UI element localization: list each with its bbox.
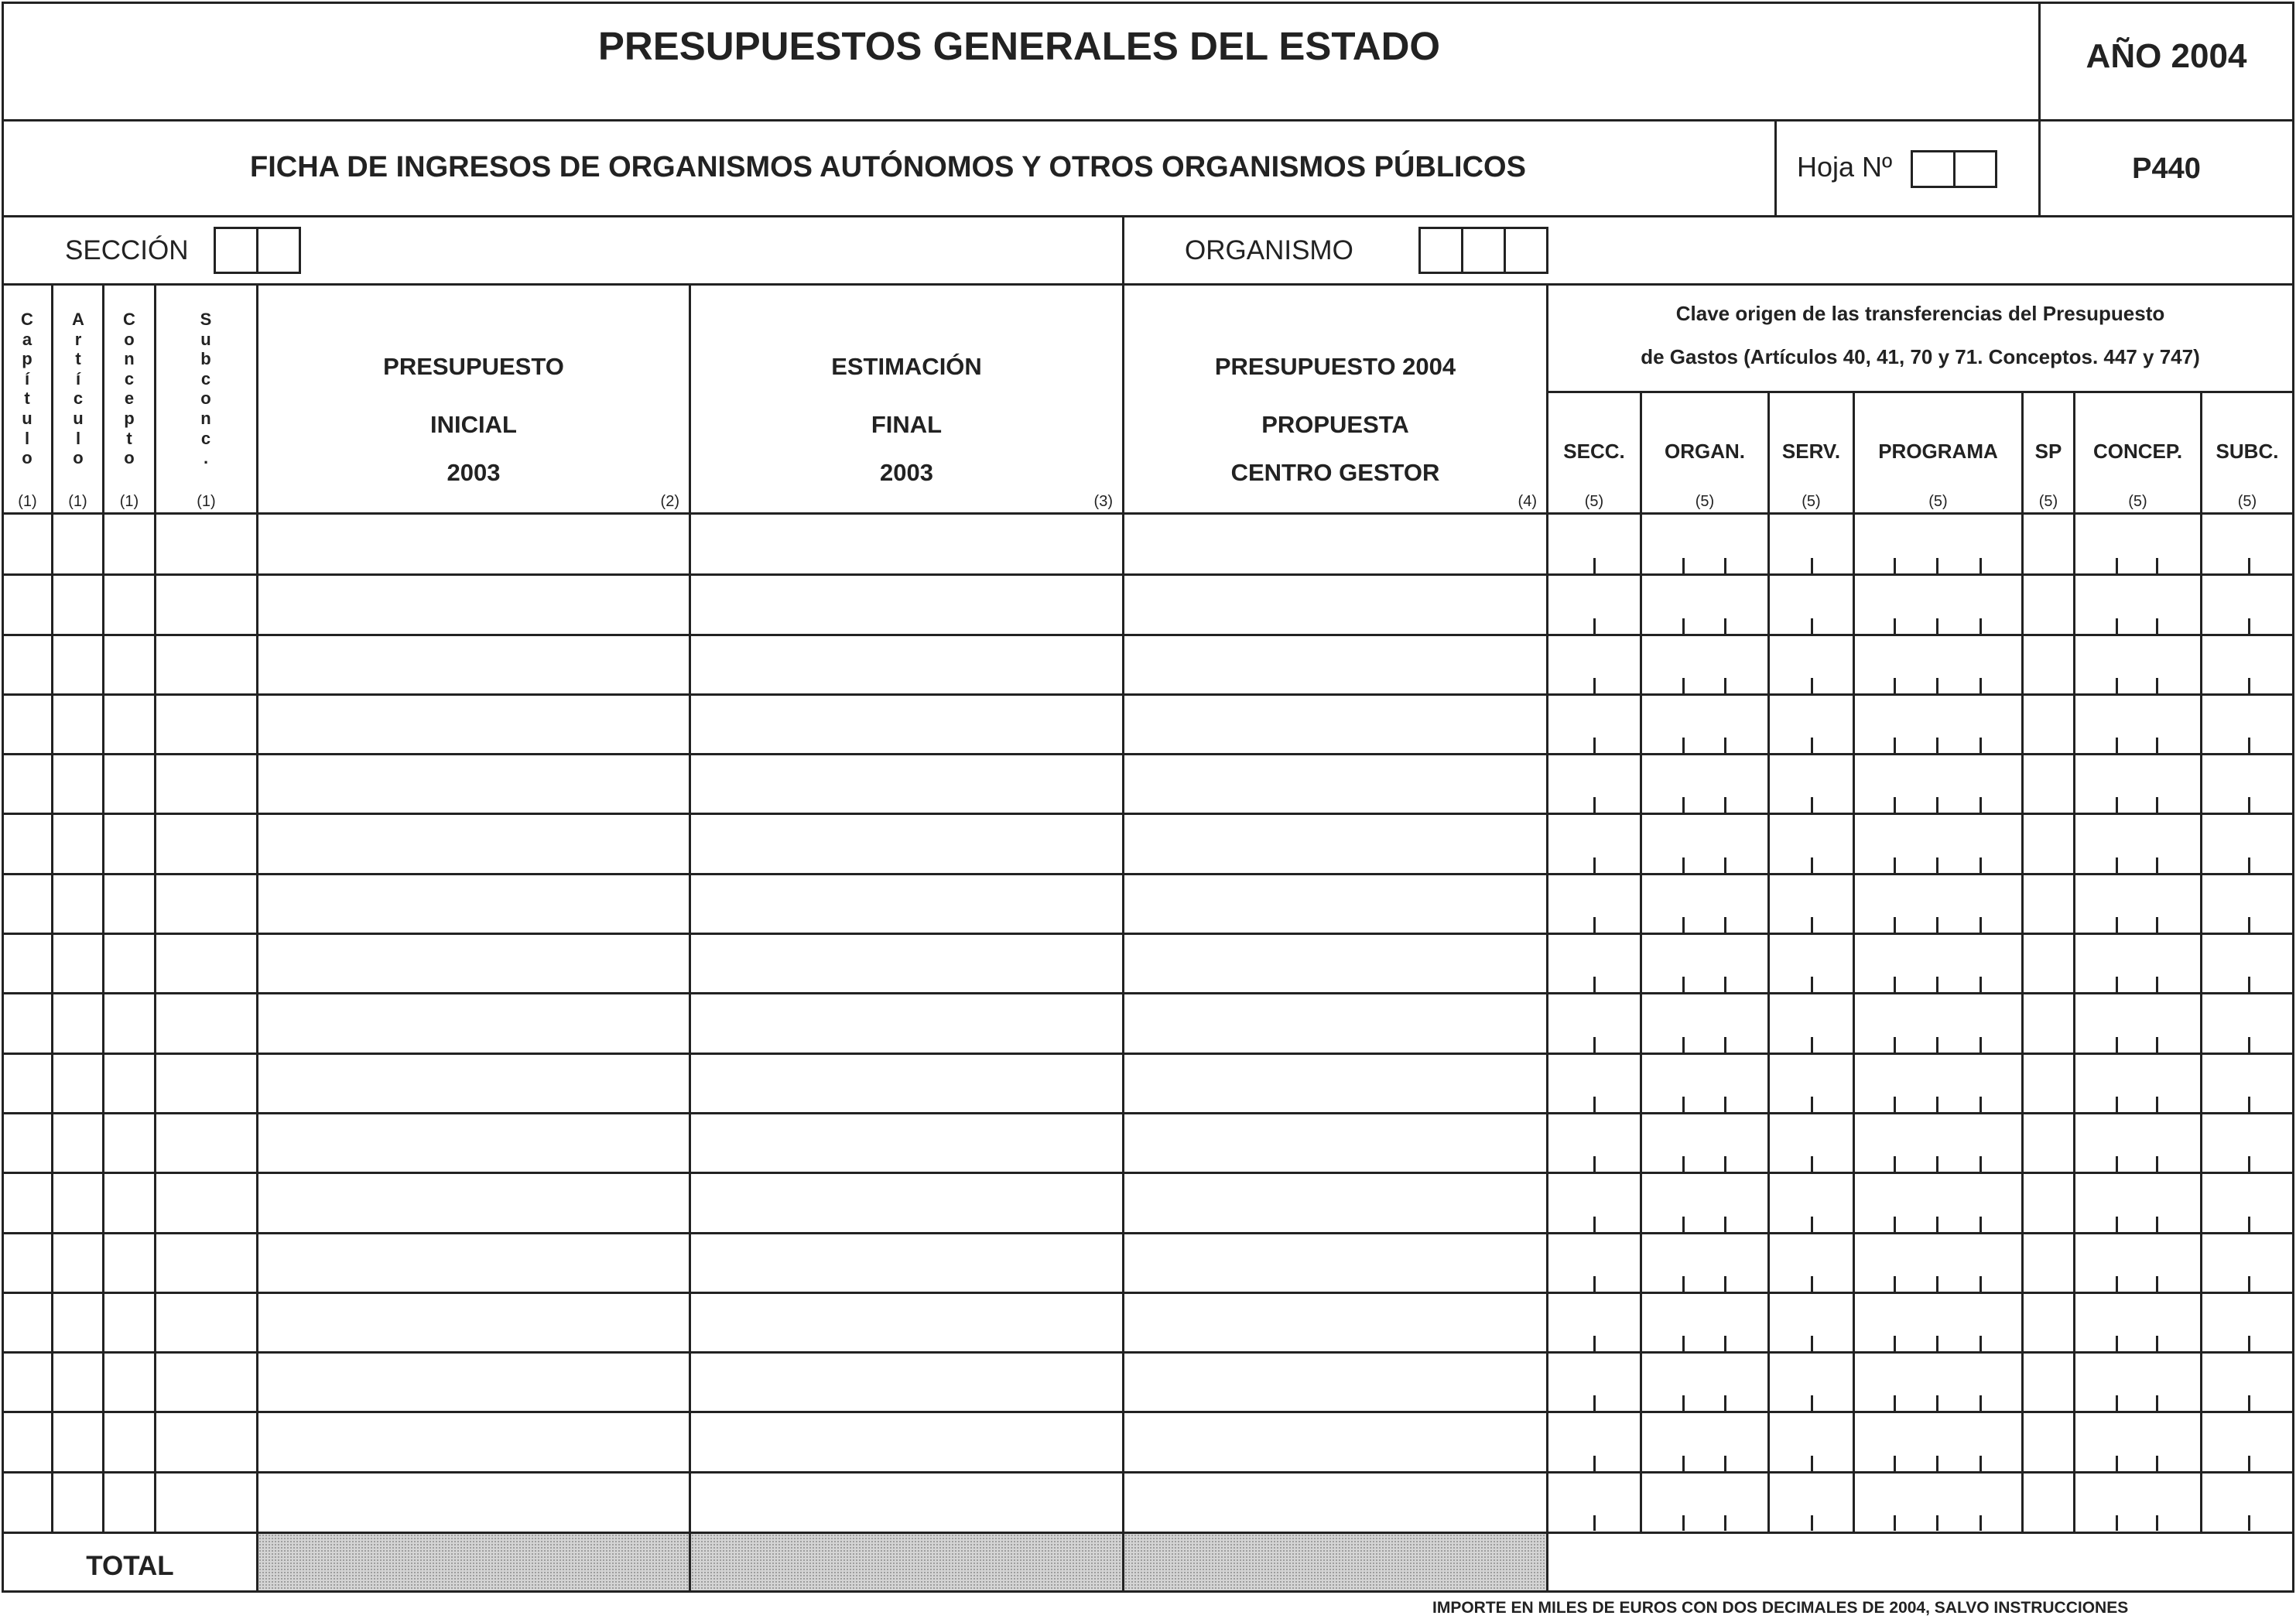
digit-separator-tick bbox=[2156, 738, 2158, 753]
digit-separator-tick bbox=[1811, 797, 1813, 813]
digit-separator-tick bbox=[1724, 1515, 1726, 1531]
header-estimacion-line3: 2003 bbox=[880, 459, 933, 486]
footer-note: IMPORTE EN MILES DE EUROS CON DOS DECIMALES DE 2004, SALVO INSTRUCCIONES bbox=[1432, 1599, 2129, 1617]
digit-separator-tick bbox=[1724, 618, 1726, 634]
form-title: PRESUPUESTOS GENERALES DEL ESTADO bbox=[597, 24, 1441, 68]
digit-separator-tick bbox=[1593, 797, 1596, 813]
digit-separator-tick bbox=[2156, 1456, 2158, 1471]
digit-separator-tick bbox=[2248, 917, 2250, 933]
digit-separator-tick bbox=[1811, 1037, 1813, 1053]
digit-separator-tick bbox=[1724, 1276, 1726, 1292]
digit-separator-tick bbox=[2156, 1097, 2158, 1112]
sheet-number-box-divider bbox=[1953, 150, 1956, 188]
digit-separator-tick bbox=[2156, 1395, 2158, 1411]
digit-separator-tick bbox=[1593, 738, 1596, 753]
digit-separator-tick bbox=[1979, 738, 1982, 753]
digit-separator-tick bbox=[1894, 1456, 1896, 1471]
digit-separator-tick bbox=[1811, 1156, 1813, 1172]
total-shade-estimacion bbox=[691, 1534, 1122, 1590]
digit-separator-tick bbox=[1811, 1395, 1813, 1411]
digit-separator-tick bbox=[2116, 678, 2118, 693]
digit-separator-tick bbox=[1894, 1217, 1896, 1232]
header-propuesta-line3: CENTRO GESTOR bbox=[1230, 459, 1440, 486]
note-concep: (5) bbox=[2128, 493, 2147, 510]
note-capitulo: (1) bbox=[18, 493, 37, 510]
digit-separator-tick bbox=[1593, 1336, 1596, 1351]
digit-separator-tick bbox=[1724, 1456, 1726, 1471]
digit-separator-tick bbox=[1682, 857, 1685, 873]
digit-separator-tick bbox=[1936, 977, 1938, 992]
header-programa: PROGRAMA bbox=[1878, 440, 1998, 463]
digit-separator-tick bbox=[1979, 1217, 1982, 1232]
digit-separator-tick bbox=[1979, 558, 1982, 573]
total-shade-inicial bbox=[258, 1534, 689, 1590]
digit-separator-tick bbox=[2156, 558, 2158, 573]
digit-separator-tick bbox=[1724, 1336, 1726, 1351]
digit-separator-tick bbox=[2116, 738, 2118, 753]
digit-separator-tick bbox=[1811, 977, 1813, 992]
digit-separator-tick bbox=[1936, 1037, 1938, 1053]
table-row[interactable] bbox=[4, 1292, 2292, 1352]
table-row[interactable] bbox=[4, 635, 2292, 694]
digit-separator-tick bbox=[1811, 738, 1813, 753]
digit-separator-tick bbox=[1979, 1515, 1982, 1531]
note-estimacion: (3) bbox=[1093, 493, 1113, 510]
digit-separator-tick bbox=[1682, 1456, 1685, 1471]
digit-separator-tick bbox=[1724, 1395, 1726, 1411]
frame-right bbox=[2292, 2, 2294, 1593]
digit-separator-tick bbox=[1682, 917, 1685, 933]
table-row[interactable] bbox=[4, 1352, 2292, 1412]
digit-separator-tick bbox=[2116, 1515, 2118, 1531]
header-estimacion-line2: FINAL bbox=[871, 411, 943, 438]
digit-separator-tick bbox=[2156, 1515, 2158, 1531]
total-clave-cell bbox=[1548, 1534, 2292, 1590]
digit-separator-tick bbox=[2156, 977, 2158, 992]
digit-separator-tick bbox=[2116, 558, 2118, 573]
note-subc: (5) bbox=[2237, 493, 2257, 510]
digit-separator-tick bbox=[1724, 977, 1726, 992]
digit-separator-tick bbox=[1682, 977, 1685, 992]
frame-top bbox=[2, 2, 2294, 4]
digit-separator-tick bbox=[2156, 1037, 2158, 1053]
digit-separator-tick bbox=[2248, 857, 2250, 873]
divider-sheet bbox=[1774, 119, 1777, 217]
header-inicial-line2: INICIAL bbox=[430, 411, 517, 438]
table-row[interactable] bbox=[4, 1113, 2292, 1172]
digit-separator-tick bbox=[1979, 1336, 1982, 1351]
digit-separator-tick bbox=[1979, 1456, 1982, 1471]
table-row[interactable] bbox=[4, 574, 2292, 634]
digit-separator-tick bbox=[2248, 1395, 2250, 1411]
digit-separator-tick bbox=[1811, 678, 1813, 693]
digit-separator-tick bbox=[1936, 1456, 1938, 1471]
digit-separator-tick bbox=[1936, 1515, 1938, 1531]
digit-separator-tick bbox=[1593, 1515, 1596, 1531]
digit-separator-tick bbox=[2116, 857, 2118, 873]
sheet-label: Hoja Nº bbox=[1797, 151, 1893, 183]
header-clave-line1: Clave origen de las transferencias del Presupuesto bbox=[1675, 302, 2165, 325]
total-label: TOTAL bbox=[86, 1551, 174, 1581]
digit-separator-tick bbox=[2248, 678, 2250, 693]
digit-separator-tick bbox=[1682, 678, 1685, 693]
form-year: AÑO 2004 bbox=[2086, 37, 2247, 75]
digit-separator-tick bbox=[1811, 558, 1813, 573]
digit-separator-tick bbox=[1682, 1276, 1685, 1292]
digit-separator-tick bbox=[1682, 1097, 1685, 1112]
note-secc: (5) bbox=[1584, 493, 1604, 510]
digit-separator-tick bbox=[1593, 1097, 1596, 1112]
digit-separator-tick bbox=[1682, 1515, 1685, 1531]
digit-separator-tick bbox=[2116, 1217, 2118, 1232]
digit-separator-tick bbox=[1811, 1515, 1813, 1531]
note-propuesta: (4) bbox=[1518, 493, 1537, 510]
header-clave-line2: de Gastos (Artículos 40, 41, 70 y 71. Conceptos. 447 y 747) bbox=[1641, 345, 2200, 368]
digit-separator-tick bbox=[1724, 1156, 1726, 1172]
digit-separator-tick bbox=[2116, 977, 2118, 992]
digit-separator-tick bbox=[1936, 1156, 1938, 1172]
digit-separator-tick bbox=[1593, 1276, 1596, 1292]
digit-separator-tick bbox=[2156, 1156, 2158, 1172]
digit-separator-tick bbox=[2248, 1217, 2250, 1232]
digit-separator-tick bbox=[1593, 618, 1596, 634]
frame-bottom bbox=[2, 1590, 2294, 1593]
digit-separator-tick bbox=[1593, 977, 1596, 992]
digit-separator-tick bbox=[1894, 1395, 1896, 1411]
table-row[interactable] bbox=[4, 1412, 2292, 1471]
section-label: SECCIÓN bbox=[65, 235, 189, 265]
digit-separator-tick bbox=[1894, 857, 1896, 873]
digit-separator-tick bbox=[1894, 618, 1896, 634]
digit-separator-tick bbox=[1682, 618, 1685, 634]
note-sp: (5) bbox=[2038, 493, 2058, 510]
digit-separator-tick bbox=[1593, 857, 1596, 873]
digit-separator-tick bbox=[1593, 1156, 1596, 1172]
header-subconc: S u b c o n c . bbox=[200, 310, 212, 468]
digit-separator-tick bbox=[2116, 1156, 2118, 1172]
table-row[interactable] bbox=[4, 933, 2292, 993]
digit-separator-tick bbox=[1979, 1037, 1982, 1053]
digit-separator-tick bbox=[1682, 797, 1685, 813]
digit-separator-tick bbox=[1979, 1156, 1982, 1172]
header-organ: ORGAN. bbox=[1665, 440, 1745, 463]
digit-separator-tick bbox=[2116, 1276, 2118, 1292]
digit-separator-tick bbox=[2156, 1336, 2158, 1351]
table-row[interactable] bbox=[4, 515, 2292, 574]
digit-separator-tick bbox=[1811, 1456, 1813, 1471]
note-organ: (5) bbox=[1695, 493, 1715, 510]
digit-separator-tick bbox=[1894, 917, 1896, 933]
digit-separator-tick bbox=[1936, 857, 1938, 873]
digit-separator-tick bbox=[1936, 1097, 1938, 1112]
digit-separator-tick bbox=[2116, 618, 2118, 634]
digit-separator-tick bbox=[2116, 797, 2118, 813]
digit-separator-tick bbox=[2248, 618, 2250, 634]
digit-separator-tick bbox=[1593, 1456, 1596, 1471]
organism-code-box-divider-2 bbox=[1504, 227, 1506, 274]
digit-separator-tick bbox=[1936, 558, 1938, 573]
digit-separator-tick bbox=[2248, 558, 2250, 573]
digit-separator-tick bbox=[2248, 797, 2250, 813]
digit-separator-tick bbox=[1811, 1276, 1813, 1292]
digit-separator-tick bbox=[2116, 1037, 2118, 1053]
header-estimacion-line1: ESTIMACIÓN bbox=[831, 353, 982, 380]
digit-separator-tick bbox=[2116, 1097, 2118, 1112]
digit-separator-tick bbox=[2248, 977, 2250, 992]
digit-separator-tick bbox=[1936, 917, 1938, 933]
digit-separator-tick bbox=[1593, 678, 1596, 693]
digit-separator-tick bbox=[1593, 1217, 1596, 1232]
digit-separator-tick bbox=[1811, 1336, 1813, 1351]
digit-separator-tick bbox=[1682, 1037, 1685, 1053]
table-row[interactable] bbox=[4, 993, 2292, 1053]
digit-separator-tick bbox=[1936, 1336, 1938, 1351]
digit-separator-tick bbox=[2248, 1156, 2250, 1172]
digit-separator-tick bbox=[1724, 558, 1726, 573]
digit-separator-tick bbox=[1811, 1217, 1813, 1232]
digit-separator-tick bbox=[1894, 1156, 1896, 1172]
digit-separator-tick bbox=[1979, 977, 1982, 992]
digit-separator-tick bbox=[1979, 917, 1982, 933]
header-inicial-line3: 2003 bbox=[447, 459, 501, 486]
digit-separator-tick bbox=[2116, 1336, 2118, 1351]
digit-separator-tick bbox=[1682, 1336, 1685, 1351]
divider-subtitle bbox=[2, 215, 2294, 217]
digit-separator-tick bbox=[1811, 857, 1813, 873]
digit-separator-tick bbox=[1936, 797, 1938, 813]
divider-title bbox=[2, 119, 2294, 122]
header-capitulo: C a p í t u l o bbox=[21, 310, 33, 468]
digit-separator-tick bbox=[1936, 1276, 1938, 1292]
digit-separator-tick bbox=[1979, 618, 1982, 634]
header-propuesta-line1: PRESUPUESTO 2004 bbox=[1214, 353, 1456, 380]
digit-separator-tick bbox=[1682, 1395, 1685, 1411]
digit-separator-tick bbox=[1682, 738, 1685, 753]
digit-separator-tick bbox=[1936, 678, 1938, 693]
header-concep: CONCEP. bbox=[2092, 440, 2183, 463]
digit-separator-tick bbox=[1894, 797, 1896, 813]
digit-separator-tick bbox=[2156, 618, 2158, 634]
digit-separator-tick bbox=[1811, 618, 1813, 634]
table-row[interactable] bbox=[4, 813, 2292, 873]
header-secc: SECC. bbox=[1563, 440, 1625, 463]
digit-separator-tick bbox=[1724, 1037, 1726, 1053]
header-sp: SP bbox=[2034, 440, 2062, 463]
header-articulo: A r t í c u l o bbox=[72, 310, 84, 468]
note-articulo: (1) bbox=[68, 493, 87, 510]
organism-label: ORGANISMO bbox=[1185, 235, 1353, 265]
digit-separator-tick bbox=[1593, 1395, 1596, 1411]
header-subc: SUBC. bbox=[2216, 440, 2279, 463]
digit-separator-tick bbox=[1894, 1097, 1896, 1112]
digit-separator-tick bbox=[1894, 1276, 1896, 1292]
digit-separator-tick bbox=[1724, 857, 1726, 873]
digit-separator-tick bbox=[1979, 1276, 1982, 1292]
digit-separator-tick bbox=[2116, 917, 2118, 933]
digit-separator-tick bbox=[1894, 1336, 1896, 1351]
digit-separator-tick bbox=[2248, 1037, 2250, 1053]
table-row[interactable] bbox=[4, 874, 2292, 933]
digit-separator-tick bbox=[1724, 1217, 1726, 1232]
digit-separator-tick bbox=[1936, 1217, 1938, 1232]
digit-separator-tick bbox=[2156, 678, 2158, 693]
digit-separator-tick bbox=[1979, 797, 1982, 813]
divider-fields bbox=[2, 283, 2294, 286]
header-serv: SERV. bbox=[1781, 440, 1841, 463]
digit-separator-tick bbox=[2248, 1097, 2250, 1112]
digit-separator-tick bbox=[2248, 738, 2250, 753]
divider-fields-mid bbox=[1122, 215, 1124, 285]
header-concepto: C o n c e p t o bbox=[123, 310, 135, 468]
digit-separator-tick bbox=[1979, 678, 1982, 693]
digit-separator-tick bbox=[1811, 1097, 1813, 1112]
digit-separator-tick bbox=[2116, 1456, 2118, 1471]
digit-separator-tick bbox=[2248, 1336, 2250, 1351]
digit-separator-tick bbox=[1894, 738, 1896, 753]
digit-separator-tick bbox=[1979, 857, 1982, 873]
digit-separator-tick bbox=[2116, 1395, 2118, 1411]
digit-separator-tick bbox=[1894, 678, 1896, 693]
digit-separator-tick bbox=[1593, 1037, 1596, 1053]
digit-separator-tick bbox=[1682, 1156, 1685, 1172]
digit-separator-tick bbox=[1936, 618, 1938, 634]
digit-separator-tick bbox=[2156, 797, 2158, 813]
digit-separator-tick bbox=[1894, 1515, 1896, 1531]
digit-separator-tick bbox=[1724, 1097, 1726, 1112]
digit-separator-tick bbox=[1682, 558, 1685, 573]
table-row[interactable] bbox=[4, 1053, 2292, 1113]
digit-separator-tick bbox=[2156, 917, 2158, 933]
total-shade-propuesta bbox=[1124, 1534, 1546, 1590]
digit-separator-tick bbox=[2248, 1456, 2250, 1471]
header-inicial-line1: PRESUPUESTO bbox=[383, 353, 564, 380]
digit-separator-tick bbox=[1593, 917, 1596, 933]
digit-separator-tick bbox=[1724, 917, 1726, 933]
table-row[interactable] bbox=[4, 1472, 2292, 1532]
digit-separator-tick bbox=[1894, 977, 1896, 992]
digit-separator-tick bbox=[1979, 1395, 1982, 1411]
table-row[interactable] bbox=[4, 694, 2292, 754]
digit-separator-tick bbox=[2156, 857, 2158, 873]
digit-separator-tick bbox=[1936, 1395, 1938, 1411]
note-programa: (5) bbox=[1928, 493, 1948, 510]
digit-separator-tick bbox=[1724, 738, 1726, 753]
table-row[interactable] bbox=[4, 1233, 2292, 1292]
digit-separator-tick bbox=[1979, 1097, 1982, 1112]
header-propuesta-line2: PROPUESTA bbox=[1261, 411, 1409, 438]
digit-separator-tick bbox=[1682, 1217, 1685, 1232]
digit-separator-tick bbox=[1724, 797, 1726, 813]
section-code-box-divider bbox=[256, 227, 258, 274]
digit-separator-tick bbox=[2156, 1217, 2158, 1232]
note-inicial: (2) bbox=[660, 493, 679, 510]
digit-separator-tick bbox=[2248, 1515, 2250, 1531]
digit-separator-tick bbox=[1724, 678, 1726, 693]
digit-separator-tick bbox=[1936, 738, 1938, 753]
digit-separator-tick bbox=[1894, 1037, 1896, 1053]
digit-separator-tick bbox=[2248, 1276, 2250, 1292]
divider-clave bbox=[1546, 391, 2294, 393]
form-code: P440 bbox=[2132, 152, 2201, 185]
organism-code-box-divider-1 bbox=[1461, 227, 1463, 274]
digit-separator-tick bbox=[1894, 558, 1896, 573]
organism-code-box[interactable] bbox=[1418, 227, 1548, 274]
table-row[interactable] bbox=[4, 1172, 2292, 1232]
digit-separator-tick bbox=[1593, 558, 1596, 573]
table-row[interactable] bbox=[4, 754, 2292, 813]
form-subtitle: FICHA DE INGRESOS DE ORGANISMOS AUTÓNOMOS Y OTROS ORGANISMOS PÚBLICOS bbox=[250, 151, 1526, 183]
note-subconc: (1) bbox=[197, 493, 216, 510]
note-serv: (5) bbox=[1802, 493, 1821, 510]
digit-separator-tick bbox=[2156, 1276, 2158, 1292]
note-concepto: (1) bbox=[119, 493, 139, 510]
digit-separator-tick bbox=[1811, 917, 1813, 933]
